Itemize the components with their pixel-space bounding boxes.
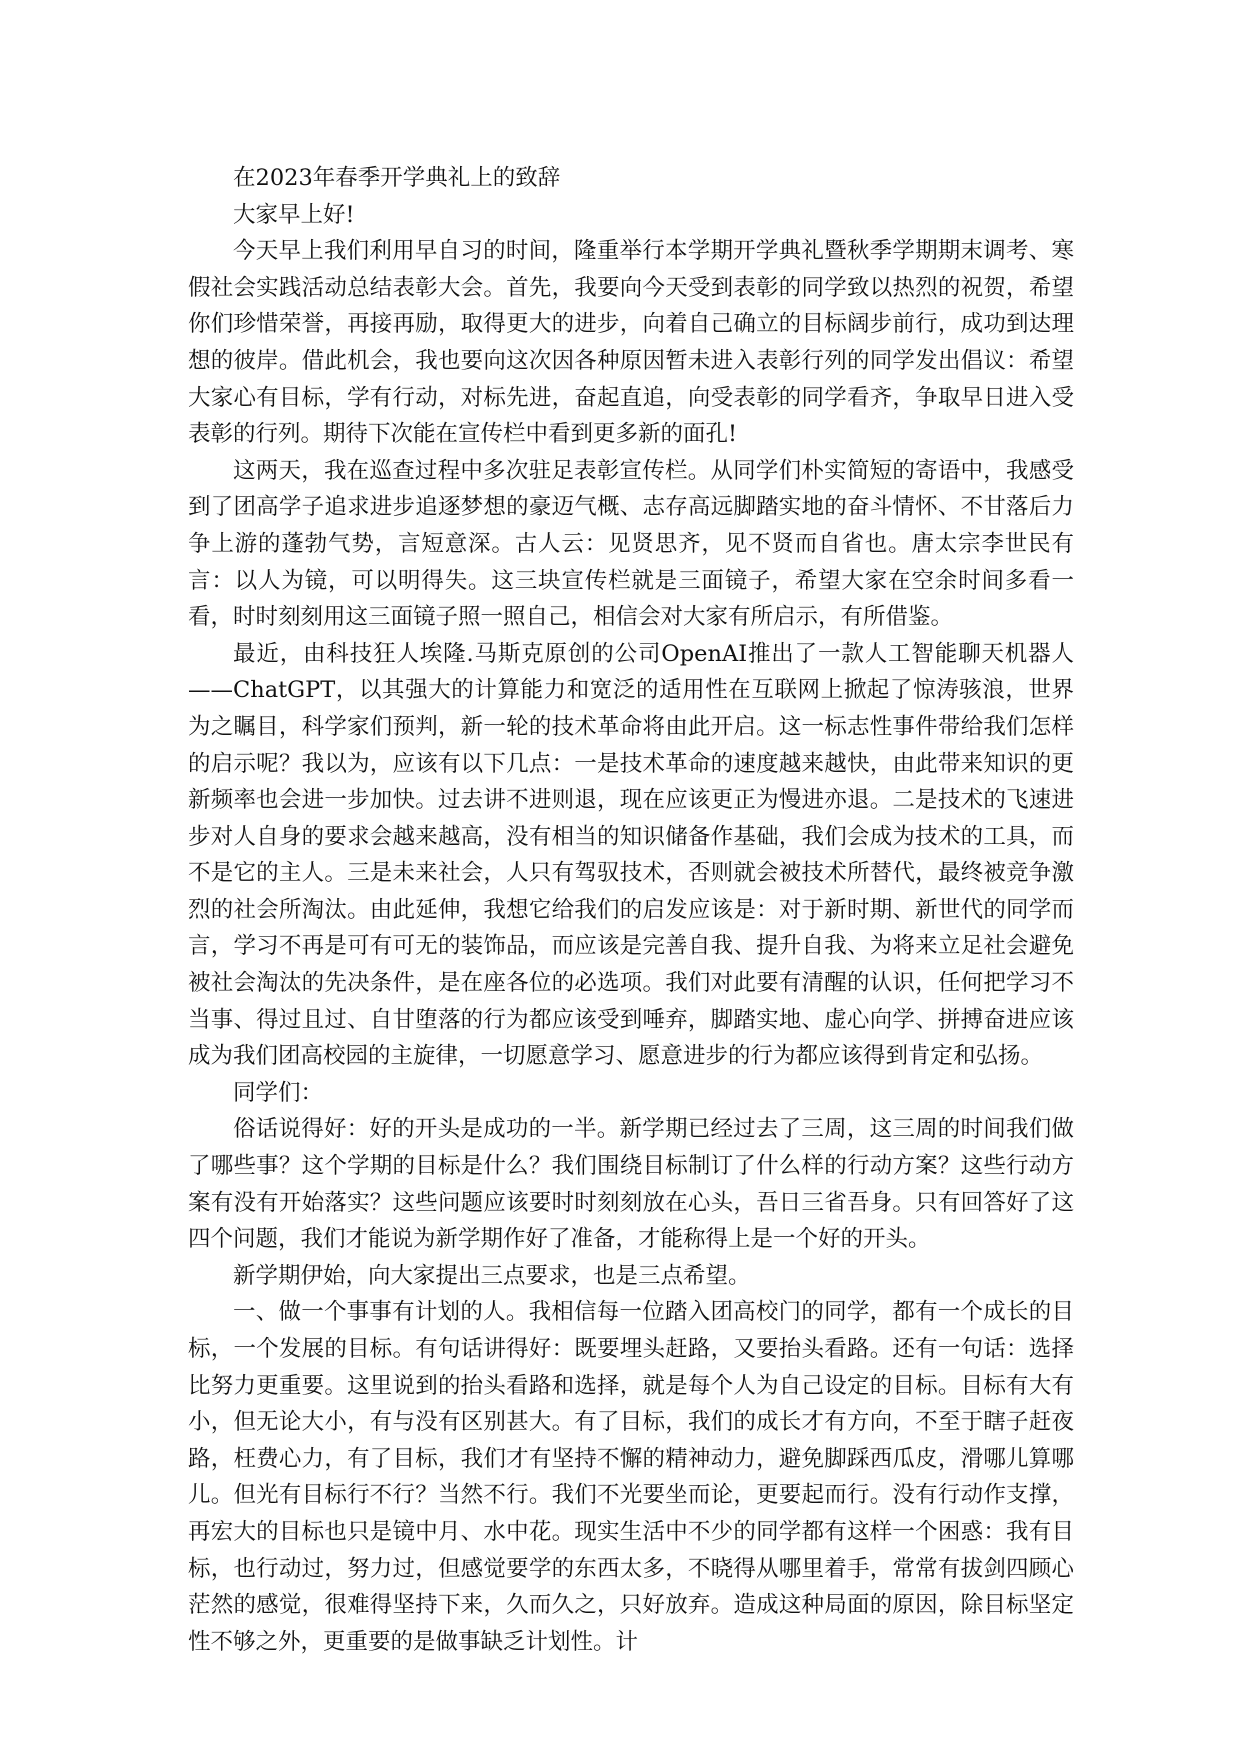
paragraph: 今天早上我们利用早自习的时间，隆重举行本学期开学典礼暨秋季学期期末调考、寒假社会实践活动总结表彰大会。首先，我要向今天受到表彰的同学致以热烈的祝贺，希望你们珍惜荣誉，再接再励，取得更大的进步，向着自己确立的目标阔步前行，成功到达理想的彼岸。借此机会，我也要向这次因各种原因暂未进入表彰行列的同学发出倡议：希望大家心有目标，学有行动，对标先进，奋起直追，向受表彰的同学看齐，争取早日进入受表彰的行列。期待下次能在宣传栏中看到更多新的面孔!: [188, 238, 1074, 448]
document-body: [188, 160, 1074, 1660]
document-title: 在2023年春季开学典礼上的致辞: [233, 165, 561, 191]
paragraph: 一、做一个事事有计划的人。我相信每一位踏入团高校门的同学，都有一个成长的目标，一个发展的目标。有句话讲得好：既要埋头赶路，又要抬头看路。还有一句话：选择比努力更重要。这里说到的抬头看路和选择，就是每个人为自己设定的目标。目标有大有小，但无论大小，有与没有区别甚大。有了目标，我们的成长才有方向，不至于瞎子赶夜路，枉费心力，有了目标，我们才有坚持不懈的精神动力，避免脚踩西瓜皮，滑哪儿算哪儿。但光有目标行不行？当然不行。我们不光要坐而论，更要起而行。没有行动作支撑，再宏大的目标也只是镜中月、水中花。现实生活中不少的同学都有这样一个困惑：我有目标，也行动过，努力过，但感觉要学的东西太多，不晓得从哪里着手，常常有拔剑四顾心茫然的感觉，很难得坚持下来，久而久之，只好放弃。造成这种局面的原因，除目标坚定性不够之外，更重要的是做事缺乏计划性。计: [188, 1299, 1074, 1655]
paragraph: 最近，由科技狂人埃隆.马斯克原创的公司OpenAI推出了一款人工智能聊天机器人——ChatGPT，以其强大的计算能力和宽泛的适用性在互联网上掀起了惊涛骇浪，世界为之瞩目，科学家们预判，新一轮的技术革命将由此开启。这一标志性事件带给我们怎样的启示呢？我以为，应该有以下几点：一是技术革命的速度越来越快，由此带来知识的更新频率也会进一步加快。过去讲不进则退，现在应该更正为慢进亦退。二是技术的飞速进步对人自身的要求会越来越高，没有相当的知识储备作基础，我们会成为技术的工具，而不是它的主人。三是未来社会，人只有驾驭技术，否则就会被技术所替代，最终被竞争激烈的社会所淘汰。由此延伸，我想它给我们的启发应该是：对于新时期、新世代的同学而言，学习不再是可有可无的装饰品，而应该是完善自我、提升自我、为将来立足社会避免被社会淘汰的先决条件，是在座各位的必选项。我们对此要有清醒的认识，任何把学习不当事、得过且过、自甘堕落的行为都应该受到唾弃，脚踏实地、虚心向学、拼搏奋进应该成为我们团高校园的主旋律，一切愿意学习、愿意进步的行为都应该得到肯定和弘扬。: [188, 640, 1074, 1070]
paragraph-address: 同学们：: [233, 1079, 324, 1106]
paragraph: 新学期伊始，向大家提出三点要求，也是三点希望。: [233, 1262, 751, 1289]
paragraph: 这两天，我在巡查过程中多次驻足表彰宣传栏。从同学们朴实简短的寄语中，我感受到了团高学子追求进步追逐梦想的豪迈气概、志存高远脚踏实地的奋斗情怀、不甘落后力争上游的蓬勃气势，言短意深。古人云：见贤思齐，见不贤而自省也。唐太宗李世民有言：以人为镜，可以明得失。这三块宣传栏就是三面镜子，希望大家在空余时间多看一看，时时刻刻用这三面镜子照一照自己，相信会对大家有所启示，有所借鉴。: [188, 457, 1074, 631]
paragraph-greeting: 大家早上好!: [233, 201, 355, 228]
paragraph: 俗话说得好：好的开头是成功的一半。新学期已经过去了三周，这三周的时间我们做了哪些事？这个学期的目标是什么？我们围绕目标制订了什么样的行动方案？这些行动方案有没有开始落实？这些问题应该要时时刻刻放在心头，吾日三省吾身。只有回答好了这四个问题，我们才能说为新学期作好了准备，才能称得上是一个好的开头。: [188, 1116, 1074, 1253]
